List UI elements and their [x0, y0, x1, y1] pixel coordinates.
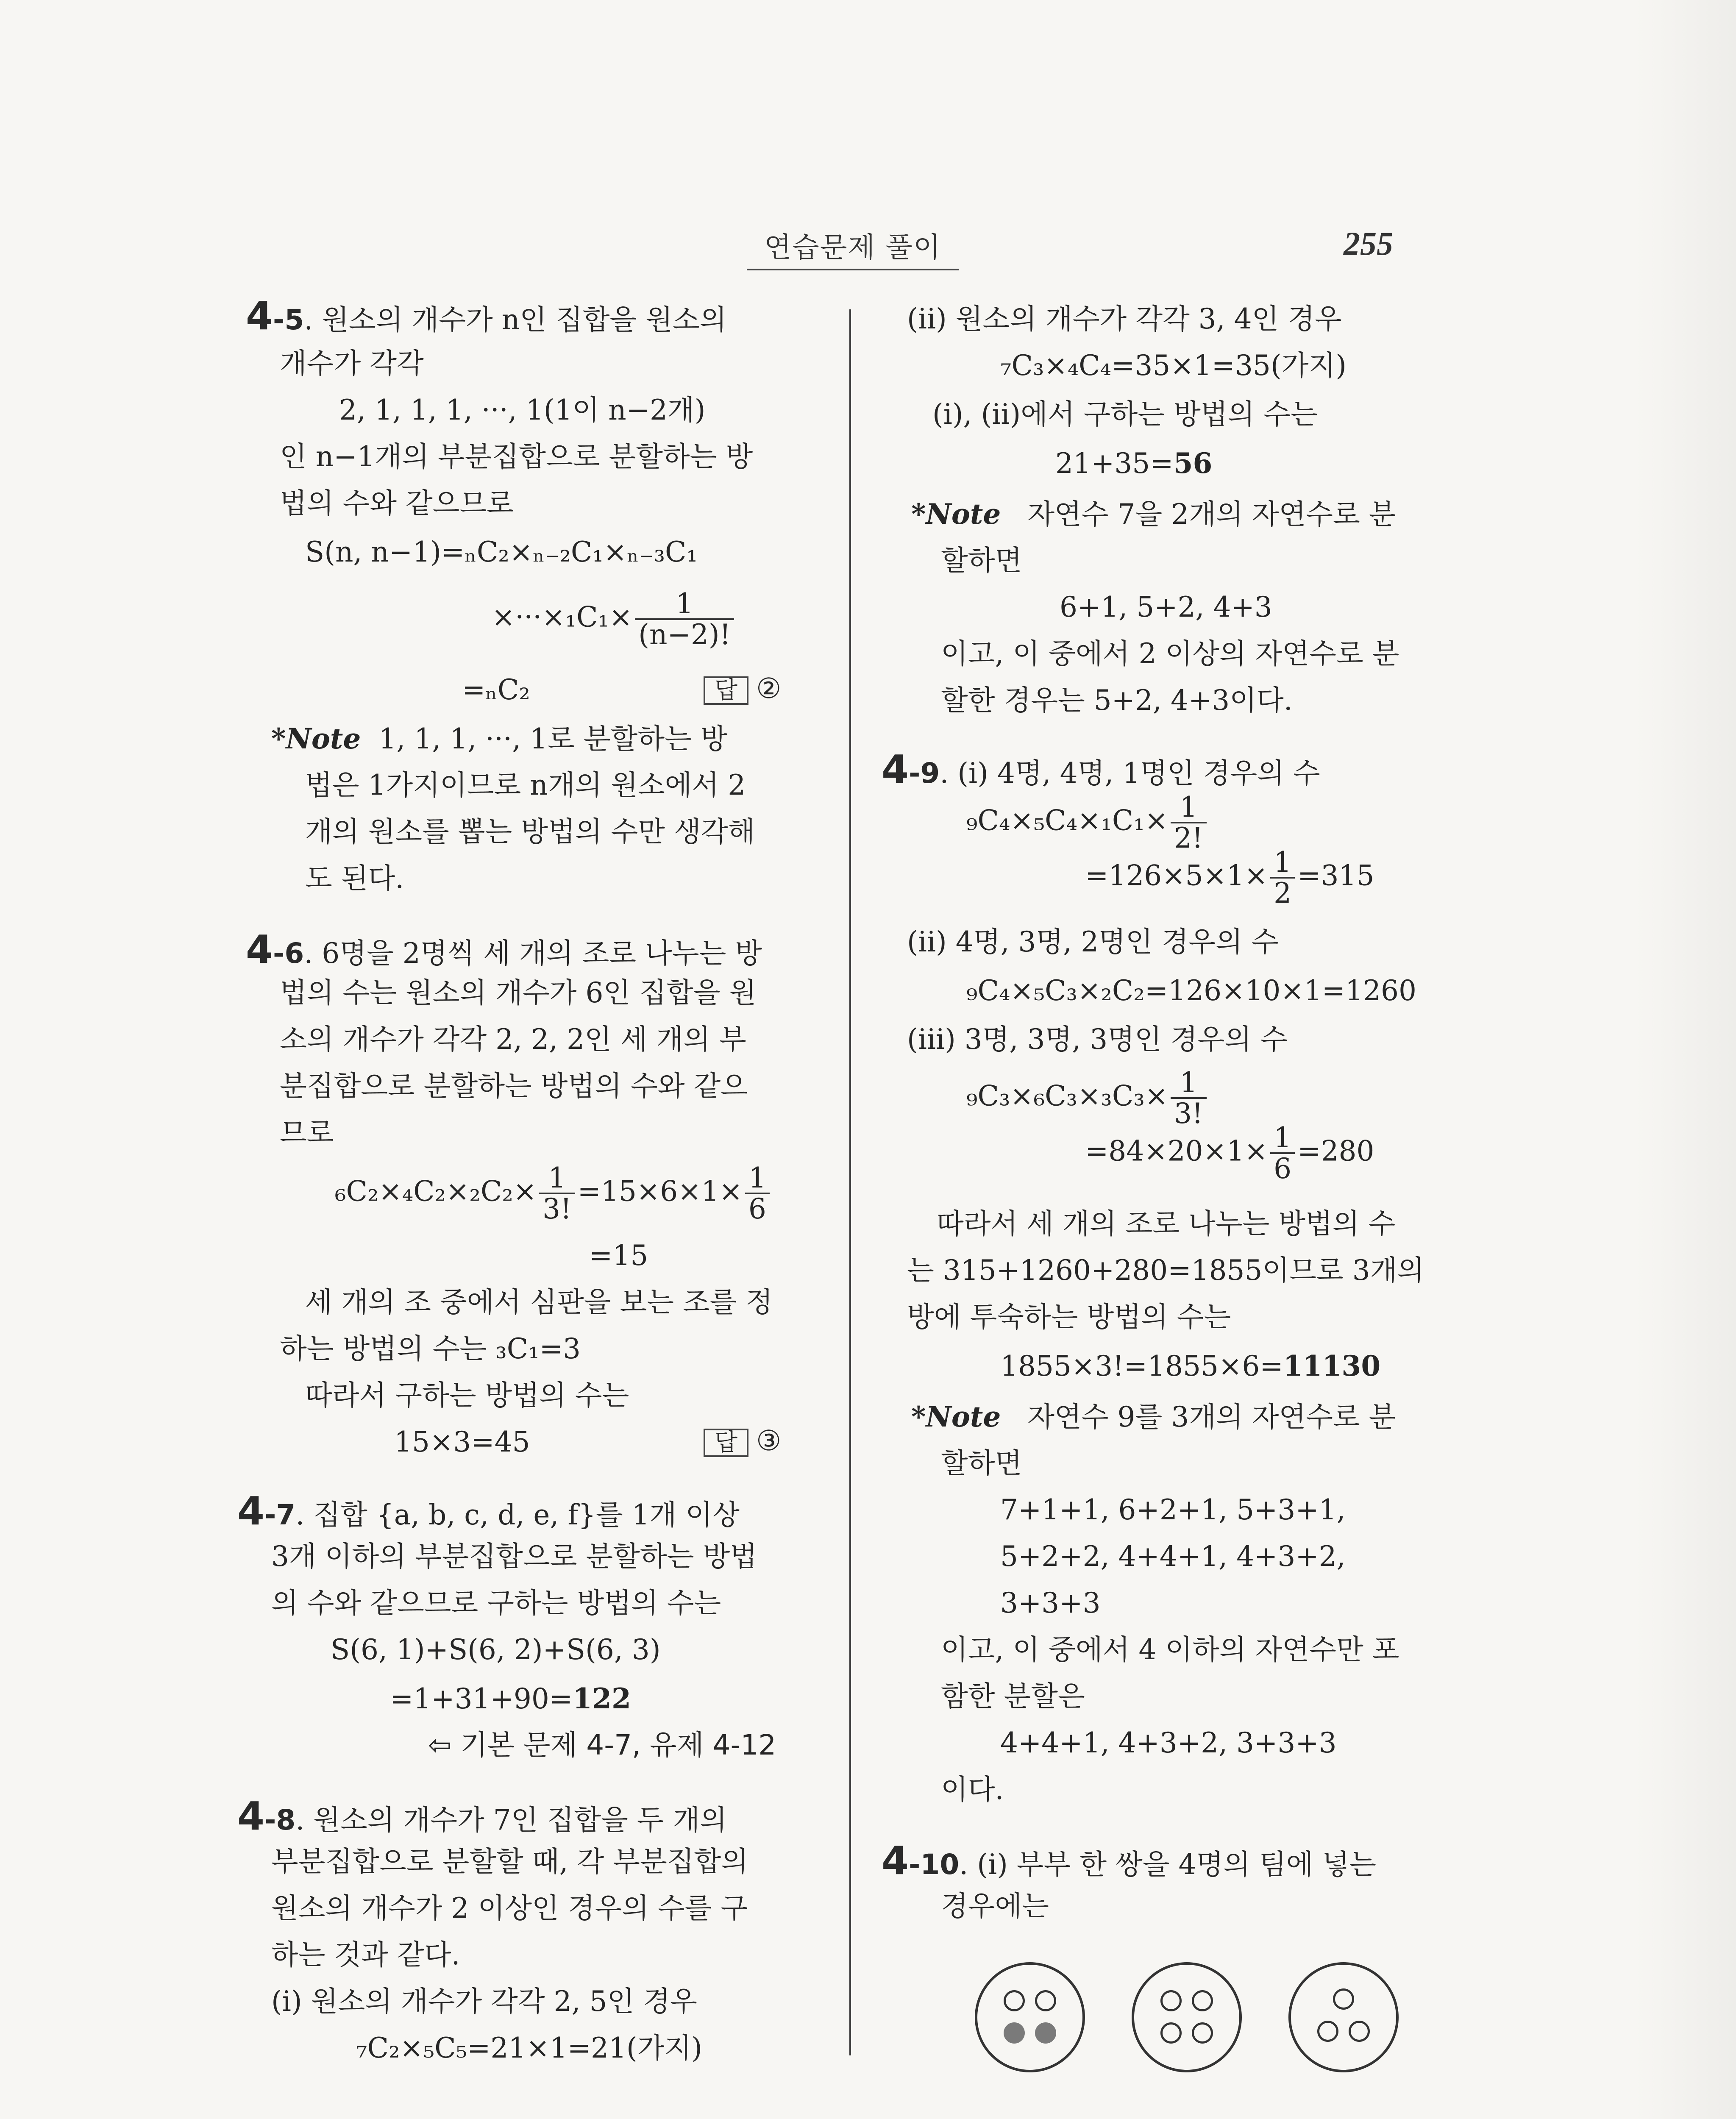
- person-dot: [1160, 1990, 1182, 2011]
- person-dot: [1349, 2021, 1370, 2042]
- note-line: 할하면: [941, 1447, 1022, 1479]
- text-line: (ii) 4명, 3명, 2명인 경우의 수: [907, 926, 1279, 958]
- text-line: 경우에는: [941, 1890, 1049, 1922]
- problem-number: 4-8: [237, 1794, 296, 1839]
- problem-4-8-line-1: 4-8. 원소의 개수가 7인 집합을 두 개의: [237, 1794, 727, 1839]
- formula-line: =84×20×1× $\frac{1}{6}$ =280: [1085, 1121, 1374, 1185]
- formula-line: 21+35=56: [1055, 447, 1213, 480]
- formula-line: ×···×₁C₁× $\frac{1}{(n-2)!}$: [492, 589, 737, 650]
- text-line: 므로: [280, 1116, 334, 1149]
- fraction: $\frac{1}{6}$: [745, 1163, 770, 1224]
- text-line: 는 315+1260+280=1855이므로 3개의: [907, 1254, 1424, 1287]
- formula-line: ₉C₄×₅C₃×₂C₂=126×10×1=1260: [966, 974, 1416, 1007]
- text-line: 의 수와 같으므로 구하는 방법의 수는: [271, 1587, 721, 1619]
- text-line: 3개 이하의 부분집합으로 분할하는 방법: [271, 1540, 757, 1573]
- text-line: (ii) 원소의 개수가 각각 3, 4인 경우: [907, 303, 1342, 335]
- text-line: 분집합으로 분할하는 방법의 수와 같으: [280, 1070, 748, 1102]
- header-underline: [747, 269, 959, 270]
- note-line: 할하면: [941, 544, 1022, 577]
- formula-line: S(6, 1)+S(6, 2)+S(6, 3): [331, 1633, 661, 1666]
- problem-number: 4-6: [246, 927, 304, 972]
- text-line: 하는 것과 같다.: [271, 1938, 460, 1971]
- note-label: *Note: [271, 722, 361, 755]
- formula-line: =126×5×1× $\frac{1}{2}$ =315: [1085, 846, 1374, 910]
- fraction: $\frac{1}{3!}$: [1171, 1068, 1207, 1129]
- note-line: *Note 1, 1, 1, ···, 1로 분할하는 방: [271, 722, 728, 755]
- note-line: 5+2+2, 4+4+1, 4+3+2,: [1000, 1540, 1346, 1573]
- formula-line: S(n, n−1)=ₙC₂×ₙ₋₂C₁×ₙ₋₃C₁: [305, 536, 698, 568]
- answer-label-box: 답: [704, 1429, 748, 1457]
- person-dot: [1004, 1990, 1025, 2011]
- text-line: 원소의 개수가 2 이상인 경우의 수를 구: [271, 1892, 748, 1924]
- problem-4-9-line-1: 4-9. (i) 4명, 4명, 1명인 경우의 수: [882, 747, 1320, 792]
- text-line: (i), (ii)에서 구하는 방법의 수는: [932, 398, 1318, 431]
- note-line: 이고, 이 중에서 4 이하의 자연수만 포: [941, 1633, 1399, 1666]
- note-label: *Note: [911, 1400, 1001, 1433]
- person-dot: [1333, 1988, 1354, 2010]
- team-circle-four: [1132, 1962, 1242, 2072]
- formula-line: =15: [589, 1239, 648, 1272]
- problem-number: 4-10: [882, 1838, 960, 1883]
- person-dot: [1317, 2021, 1338, 2042]
- problem-number: 4-9: [882, 747, 940, 792]
- page-number: 255: [1344, 225, 1393, 262]
- note-line: 개의 원소를 뽑는 방법의 수만 생각해: [305, 815, 755, 848]
- text-line: 세 개의 조 중에서 심판을 보는 조를 정: [305, 1286, 773, 1318]
- fraction: $\frac{1}{2!}$: [1171, 793, 1207, 853]
- formula-line: ₇C₃×₄C₄=35×1=35(가지): [1000, 349, 1347, 382]
- text-line: 방에 투숙하는 방법의 수는: [907, 1301, 1231, 1333]
- text-line: 부분집합으로 분할할 때, 각 부분집합의: [271, 1845, 748, 1878]
- page-edge-shadow: [1634, 0, 1736, 2119]
- text-line: 개수가 각각: [280, 347, 424, 380]
- fraction: $\frac{1}{3!}$: [539, 1163, 575, 1224]
- column-divider: [849, 309, 851, 2055]
- problem-4-10-line-1: 4-10. (i) 부부 한 쌍을 4명의 팀에 넣는: [882, 1838, 1377, 1883]
- answer-marker: 답 ③: [704, 1427, 781, 1457]
- formula-line: =1+31+90=122: [390, 1682, 631, 1715]
- formula-line: =ₙC₂: [462, 673, 530, 706]
- text-line: 따라서 세 개의 조로 나누는 방법의 수: [937, 1207, 1396, 1240]
- note-line: 도 된다.: [305, 862, 404, 895]
- note-line: *Note 자연수 7을 2개의 자연수로 분: [911, 498, 1396, 531]
- couple-person-dot: [1004, 2022, 1025, 2044]
- page-header-title: 연습문제 풀이: [764, 231, 941, 264]
- team-circle-three: [1288, 1962, 1399, 2072]
- text-line: 법의 수와 같으므로: [280, 487, 514, 520]
- couple-person-dot: [1035, 2022, 1056, 2044]
- problem-number: 4-7: [237, 1488, 296, 1534]
- text-line: 법의 수는 원소의 개수가 6인 집합을 원: [280, 976, 757, 1009]
- fraction: $\frac{1}{2}$: [1270, 848, 1295, 908]
- formula-line: ₇C₂×₅C₅=21×1=21(가지): [356, 2032, 702, 2064]
- person-dot: [1192, 1990, 1213, 2011]
- text-line: 하는 방법의 수는 ₃C₁=3: [280, 1332, 581, 1365]
- note-line: 이다.: [941, 1773, 1004, 1806]
- formula-line: 1855×3!=1855×6=11130: [1000, 1349, 1381, 1382]
- note-line: 할한 경우는 5+2, 4+3이다.: [941, 684, 1293, 717]
- note-line: 법은 1가지이므로 n개의 원소에서 2: [305, 769, 746, 801]
- team-circle-couple: [975, 1962, 1085, 2072]
- text-line: 2, 1, 1, 1, ···, 1(1이 n−2개): [339, 394, 706, 426]
- text-line: (iii) 3명, 3명, 3명인 경우의 수: [907, 1023, 1288, 1056]
- note-line: 3+3+3: [1000, 1587, 1101, 1619]
- note-line: 이고, 이 중에서 2 이상의 자연수로 분: [941, 637, 1399, 670]
- note-line: 4+4+1, 4+3+2, 3+3+3: [1000, 1727, 1337, 1759]
- answer-label-box: 답: [704, 676, 748, 705]
- formula-line: ₉C₄×₅C₄×₁C₁× $\frac{1}{2!}$: [966, 793, 1209, 853]
- note-line: *Note 자연수 9를 3개의 자연수로 분: [911, 1400, 1396, 1433]
- note-line: 함한 분할은: [941, 1680, 1085, 1713]
- problem-4-6-line-1: 4-6. 6명을 2명씩 세 개의 조로 나누는 방: [246, 927, 762, 972]
- text-line: 따라서 구하는 방법의 수는: [305, 1379, 629, 1412]
- problem-4-7-line-1: 4-7. 집합 {a, b, c, d, e, f}를 1개 이상: [237, 1488, 740, 1534]
- text-line: 인 n−1개의 부분집합으로 분할하는 방: [280, 440, 753, 473]
- note-line: 7+1+1, 6+2+1, 5+3+1,: [1000, 1493, 1346, 1526]
- fraction: $\frac{1}{6}$: [1270, 1123, 1295, 1184]
- formula-line: 15×3=45: [394, 1426, 530, 1458]
- person-dot: [1160, 2022, 1182, 2044]
- problem-4-5-line-1: 4-5. 원소의 개수가 n인 집합을 원소의: [246, 293, 727, 339]
- person-dot: [1192, 2022, 1213, 2044]
- formula-line: ₆C₂×₄C₂×₂C₂× $\frac{1}{3!}$ =15×6×1× $\frac{1}{6}$: [335, 1163, 772, 1224]
- formula-line: ₉C₃×₆C₃×₃C₃× $\frac{1}{3!}$: [966, 1068, 1209, 1129]
- note-label: *Note: [911, 498, 1001, 531]
- text-line: 소의 개수가 각각 2, 2, 2인 세 개의 부: [280, 1023, 746, 1056]
- problem-number: 4-5: [246, 293, 304, 339]
- text-line: (i) 원소의 개수가 각각 2, 5인 경우: [271, 1985, 697, 2018]
- note-line: 6+1, 5+2, 4+3: [1060, 591, 1272, 623]
- fraction: $\frac{1}{(n-2)!}$: [635, 589, 734, 650]
- answer-marker: 답 ②: [704, 675, 781, 705]
- person-dot: [1035, 1990, 1056, 2011]
- reference-link: ⇦ 기본 문제 4-7, 유제 4-12: [428, 1729, 776, 1761]
